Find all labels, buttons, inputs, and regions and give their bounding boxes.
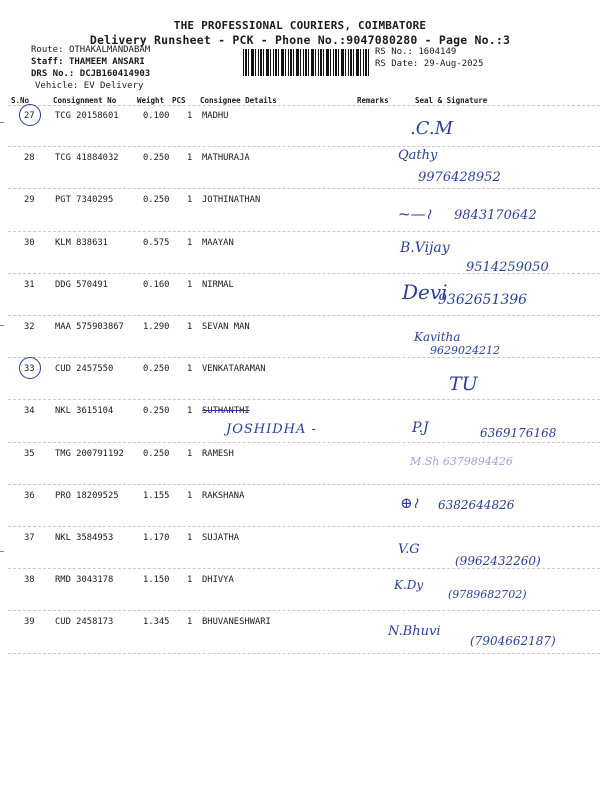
row-consignee: RAMESH (202, 448, 234, 459)
row-pcs: 1 (187, 322, 193, 332)
row-consignment: PGT 7340295 (55, 195, 114, 206)
row-weight: 1.150 (143, 575, 170, 586)
row-divider (8, 357, 600, 358)
row-pcs: 1 (187, 406, 193, 417)
row-consignee: BHUVANESHWARI (202, 617, 271, 628)
row-weight: 0.250 (143, 153, 170, 164)
signature-39: N.Bhuvi (388, 624, 441, 639)
row-consignment: TCG 20158601 (55, 111, 119, 121)
table-row (0, 148, 600, 189)
row-divider (8, 315, 600, 316)
circle-mark-33 (19, 357, 41, 379)
row-consignee: VENKATARAMAN (202, 364, 266, 375)
col-pcs: PCS (172, 96, 186, 105)
row-consignment: DDG 570491 (55, 279, 108, 290)
remark-34: JOSHIDHA - (226, 422, 317, 437)
signature-32: Kavitha (414, 330, 461, 344)
drs-label: DRS No.: (31, 69, 75, 79)
col-consignee: Consignee Details (200, 96, 277, 105)
row-pcs: 1 (187, 279, 193, 290)
row-weight: 1.155 (143, 490, 170, 501)
row-weight: 1.345 (143, 617, 170, 628)
row-pcs: 1 (187, 153, 193, 164)
row-pcs: 1 (187, 490, 193, 501)
row-pcs: 1 (187, 617, 193, 628)
company-title: THE PROFESSIONAL COURIERS, COIMBATORE (173, 19, 427, 32)
row-divider (8, 526, 600, 527)
row-consignment: NKL 3615104 (55, 406, 114, 417)
row-consignee: RAKSHANA (202, 490, 245, 501)
row-divider (8, 231, 600, 232)
row-weight: 0.250 (143, 448, 170, 459)
row-weight: 0.100 (143, 111, 170, 121)
signature-30: B.Vijay (400, 240, 450, 256)
row-consignment: RMD 3043178 (55, 575, 114, 586)
row-divider (8, 653, 600, 654)
row-sno: 29 (24, 195, 35, 206)
row-sno: 37 (24, 533, 35, 543)
signature-36: ⊕≀ (400, 494, 419, 512)
row-consignment: KLM 838631 (55, 237, 108, 248)
signature-31: Devi (402, 280, 448, 304)
row-pcs: 1 (187, 111, 193, 121)
row-divider (8, 146, 600, 147)
faded-signature-35: M.Sh 6379894426 (410, 455, 513, 468)
row-weight: 1.290 (143, 322, 170, 332)
row-consignment: CUD 2457550 (55, 364, 114, 375)
vehicle-value: EV Delivery (83, 81, 144, 91)
phone-38: (9789682702) (448, 588, 527, 601)
row-consignee: SUTHANTHI (202, 406, 250, 417)
row-consignment: PRO 18209525 (55, 490, 119, 501)
scan-mark (0, 325, 4, 326)
row-consignment: NKL 3584953 (55, 533, 114, 543)
rs-date-line (375, 59, 483, 70)
col-remarks: Remarks (357, 96, 389, 105)
row-divider (8, 568, 600, 569)
scan-mark (0, 122, 4, 123)
row-pcs: 1 (187, 364, 193, 375)
route-label: Route: (31, 45, 64, 55)
vehicle-line (35, 81, 143, 92)
phone-29: 9843170642 (454, 208, 537, 223)
runsheet-title: Delivery Runsheet - PCK - Phone No.:9047080280 - Page No.:3 (89, 33, 511, 47)
phone-31: 9362651396 (438, 292, 528, 308)
row-weight: 0.160 (143, 279, 170, 290)
col-weight: Weight (137, 96, 165, 105)
rs-no-value: 1604149 (418, 47, 457, 57)
row-consignee: MATHURAJA (202, 153, 250, 164)
row-weight: 0.250 (143, 406, 170, 417)
row-weight: 0.575 (143, 237, 170, 248)
row-sno: 31 (24, 279, 35, 290)
row-consignee: NIRMAL (202, 279, 234, 290)
row-sno: 38 (24, 575, 35, 586)
barcode (243, 49, 369, 76)
signature-38: K.Dy (394, 578, 424, 592)
row-sno: 34 (24, 406, 35, 417)
row-divider (8, 610, 600, 611)
phone-39: (7904662187) (470, 634, 556, 648)
route-value: OTHAKALMANDABAM (68, 45, 151, 55)
row-weight: 1.170 (143, 533, 170, 543)
col-seal: Seal & Signature (415, 96, 488, 105)
phone-35: 6369176168 (480, 426, 557, 440)
row-consignee: MADHU (202, 111, 229, 121)
drs-line (31, 69, 150, 80)
staff-label: Staff: (31, 57, 64, 67)
table-row (0, 317, 600, 358)
row-weight: 0.250 (143, 195, 170, 206)
row-consignment: CUD 2458173 (55, 617, 114, 628)
row-divider (8, 484, 600, 485)
rs-no-line (375, 47, 456, 58)
drs-value: DCJB160414903 (79, 69, 151, 79)
signature-29: ~—≀ (398, 205, 432, 223)
row-divider (8, 442, 600, 443)
table-row (0, 106, 600, 147)
row-sno: 32 (24, 322, 35, 332)
table-row (0, 359, 600, 400)
phone-36: 6382644826 (438, 498, 515, 512)
row-sno: 30 (24, 237, 35, 248)
signature-27: .C.M (410, 118, 454, 139)
rs-no-label: RS No.: (375, 47, 413, 57)
rs-date-value: 29-Aug-2025 (423, 59, 484, 69)
row-pcs: 1 (187, 575, 193, 586)
row-sno: 36 (24, 490, 35, 501)
row-sno: 27 (24, 111, 35, 121)
row-divider (8, 188, 600, 189)
col-sno: S.No (11, 96, 30, 105)
row-pcs: 1 (187, 533, 193, 543)
signature-35: P.J (412, 420, 429, 436)
row-consignee: SUJATHA (202, 533, 240, 543)
row-pcs: 1 (187, 195, 193, 206)
route-line (31, 45, 150, 56)
circle-mark-27 (19, 104, 41, 126)
vehicle-label: Vehicle: (35, 81, 79, 91)
row-sno: 39 (24, 617, 35, 628)
phone-28: 9976428952 (418, 170, 501, 185)
row-weight: 0.250 (143, 364, 170, 375)
row-sno: 33 (24, 364, 35, 375)
phone-32: 9629024212 (430, 344, 500, 357)
row-sno: 28 (24, 153, 35, 164)
row-consignee: SEVAN MAN (202, 322, 250, 332)
row-consignment: MAA 575903867 (55, 322, 124, 332)
signature-37: V.G (398, 542, 420, 557)
signature-33: TU (449, 373, 478, 395)
row-consignment: TMG 200791192 (55, 448, 124, 459)
row-pcs: 1 (187, 237, 193, 248)
col-consignment: Consignment No (53, 96, 117, 105)
row-consignee: JOTHINATHAN (202, 195, 261, 206)
phone-37: (9962432260) (455, 554, 541, 568)
row-consignee: MAAYAN (202, 237, 234, 248)
staff-line (31, 57, 145, 68)
row-divider (8, 399, 600, 400)
scan-mark (0, 551, 4, 552)
row-consignment: TCG 41884032 (55, 153, 119, 164)
staff-value: THAMEEM ANSARI (68, 57, 145, 67)
row-pcs: 1 (187, 448, 193, 459)
row-consignee: DHIVYA (202, 575, 234, 586)
row-sno: 35 (24, 448, 35, 459)
signature-28: Qathy (398, 148, 438, 163)
phone-30: 9514259050 (466, 260, 549, 275)
rs-date-label: RS Date: (375, 59, 419, 69)
